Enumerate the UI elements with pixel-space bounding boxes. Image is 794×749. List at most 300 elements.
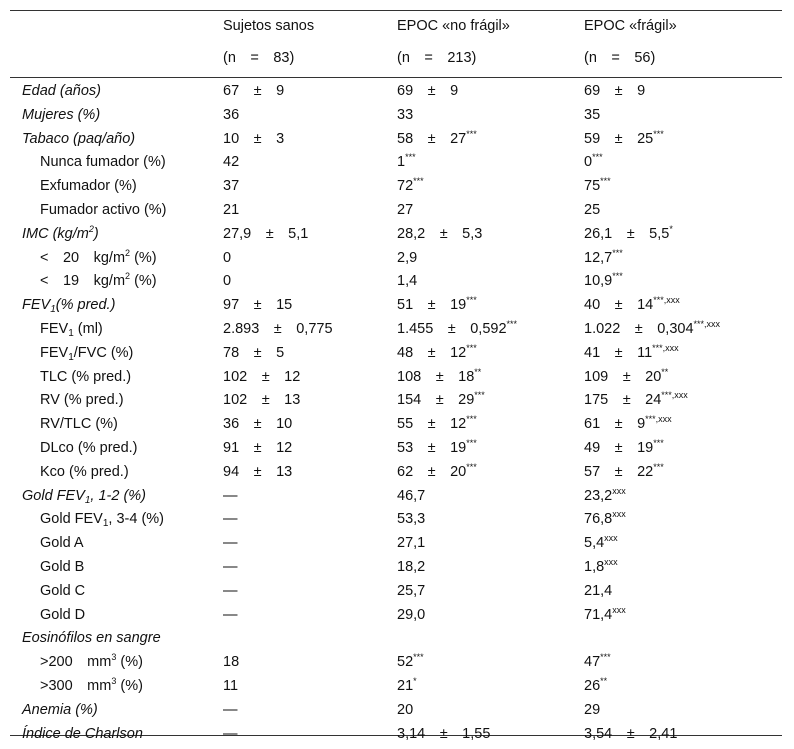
table-row — [10, 269, 782, 293]
text-segment: 1.455 ± 0,592 — [397, 321, 507, 337]
table-cell — [397, 722, 490, 746]
table-cell — [397, 341, 477, 365]
text-segment: 26 — [584, 678, 601, 694]
text-segment: RV (% pred.) — [40, 392, 124, 409]
text-segment: 25 — [584, 202, 601, 218]
table-row — [10, 579, 782, 603]
table-cell — [397, 246, 417, 270]
text-segment: FEV — [22, 297, 51, 314]
text-segment: — — [223, 487, 238, 504]
row-label — [22, 79, 101, 103]
text-segment: DLco (% pred.) — [40, 440, 138, 456]
superscript: *** — [413, 176, 424, 187]
table-cell — [223, 698, 238, 722]
table-cell — [584, 103, 600, 127]
text-segment: — — [223, 559, 238, 575]
text-segment: Gold B — [40, 559, 85, 575]
text-segment: FEV — [40, 344, 69, 361]
table-row — [10, 79, 782, 103]
superscript: *** — [600, 176, 611, 187]
text-segment: >300 mm — [40, 678, 112, 694]
text-segment: 108 ± 18 — [397, 368, 475, 385]
table-row — [10, 674, 782, 698]
text-segment: 67 ± 9 — [223, 83, 285, 99]
table-cell — [397, 555, 425, 579]
superscript: 2 — [125, 247, 131, 258]
row-label — [40, 650, 143, 674]
table-cell — [584, 365, 668, 389]
table-cell — [223, 460, 292, 484]
table-cell — [397, 174, 424, 198]
text-segment: , 3-4 (%) — [108, 511, 165, 528]
text-segment: 69 ± 9 — [397, 83, 459, 99]
table-cell — [584, 484, 626, 508]
table-row — [10, 127, 782, 151]
table-row — [10, 698, 782, 722]
row-label — [40, 198, 167, 222]
text-segment: — — [223, 582, 238, 599]
row-label — [22, 722, 143, 746]
table-cell — [584, 650, 611, 674]
table-cell — [584, 293, 680, 317]
text-segment: Gold D — [40, 606, 86, 623]
text-segment: 27 — [397, 202, 414, 218]
table-cell — [223, 555, 238, 579]
table-cell — [397, 436, 477, 460]
row-label — [40, 317, 103, 341]
table-row — [10, 650, 782, 674]
row-label — [22, 293, 115, 317]
superscript: ***,xxx — [693, 319, 721, 329]
table-cell — [397, 365, 481, 389]
text-segment: 58 ± 27 — [397, 130, 467, 147]
text-segment: Gold FEV — [40, 511, 103, 528]
text-segment: 3,14 ± 1,55 — [397, 725, 491, 742]
table-row — [10, 388, 782, 412]
table-cell — [584, 388, 688, 412]
superscript: *** — [405, 152, 416, 163]
text-segment: (%) — [130, 249, 157, 266]
row-label — [22, 103, 100, 127]
text-segment: 51 ± 19 — [397, 297, 467, 314]
superscript: *** — [413, 652, 424, 663]
text-segment: Índice de Charlson — [22, 725, 143, 742]
text-segment: 78 ± 5 — [223, 344, 285, 361]
row-label — [40, 531, 84, 555]
table-row — [10, 603, 782, 627]
table-cell — [584, 603, 626, 627]
header-bottom-rule — [10, 77, 782, 78]
text-segment: Gold FEV — [22, 487, 85, 504]
table-cell — [397, 293, 477, 317]
superscript: *** — [466, 342, 477, 353]
text-segment: , 1-2 (%) — [90, 487, 147, 504]
table-cell — [223, 484, 238, 508]
table-cell — [584, 79, 645, 103]
text-segment: 21 — [397, 678, 414, 694]
text-segment: 27,9 ± 5,1 — [223, 225, 309, 242]
superscript: xxx — [612, 485, 626, 496]
superscript: * — [669, 223, 673, 234]
table-cell — [584, 317, 720, 341]
text-segment: 10,9 — [584, 273, 613, 290]
text-segment: 71,4 — [584, 606, 613, 623]
table-cell — [397, 674, 417, 698]
superscript: * — [413, 676, 417, 686]
text-segment: >200 mm — [40, 654, 112, 671]
text-segment: 109 ± 20 — [584, 368, 662, 385]
text-segment: 2,9 — [397, 249, 418, 266]
table-cell — [584, 674, 607, 698]
text-segment: 61 ± 9 — [584, 416, 646, 433]
table-row — [10, 507, 782, 531]
superscript: ** — [600, 676, 608, 686]
table-cell — [223, 246, 231, 270]
text-segment: 20 — [397, 701, 414, 718]
table-cell — [397, 150, 416, 174]
row-label — [22, 484, 146, 508]
table-row — [10, 341, 782, 365]
row-label — [40, 674, 143, 698]
text-segment: 0 — [223, 273, 232, 290]
text-segment: — — [223, 535, 238, 552]
table-cell — [223, 103, 239, 127]
header-n-row — [10, 46, 782, 70]
table-cell — [397, 579, 425, 603]
text-segment: Kco (% pred.) — [40, 463, 129, 480]
superscript: *** — [466, 438, 477, 448]
table-cell — [397, 269, 417, 293]
table-cell — [223, 317, 333, 341]
superscript: *** — [600, 652, 611, 663]
text-segment: 52 — [397, 654, 414, 671]
superscript: *** — [474, 390, 485, 401]
text-segment: TLC (% pred.) — [40, 368, 132, 385]
text-segment: RV/TLC (%) — [40, 416, 118, 433]
text-segment: 12,7 — [584, 249, 613, 266]
table-cell — [397, 412, 477, 436]
row-label — [40, 507, 164, 531]
text-segment: 42 — [223, 154, 240, 171]
table-row — [10, 412, 782, 436]
text-segment: 53,3 — [397, 511, 426, 528]
table-cell — [397, 484, 425, 508]
table-row — [10, 174, 782, 198]
table-cell — [397, 79, 458, 103]
table-cell — [584, 222, 673, 246]
text-segment: 26,1 ± 5,5 — [584, 225, 670, 242]
superscript: 2 — [125, 271, 131, 282]
table-row — [10, 555, 782, 579]
table-row — [10, 246, 782, 270]
table-cell — [223, 222, 308, 246]
table-cell — [223, 579, 238, 603]
text-segment: 18 — [223, 654, 240, 671]
text-segment: Gold C — [40, 582, 86, 599]
text-segment: (%) — [130, 273, 157, 290]
text-segment: 0 — [584, 154, 593, 171]
text-segment: 46,7 — [397, 487, 426, 504]
subscript: 1 — [102, 518, 109, 530]
text-segment: 48 ± 12 — [397, 344, 467, 361]
column-n-epoc-fragil: (n = 56) — [584, 50, 656, 66]
text-segment: 36 ± 10 — [223, 416, 293, 433]
table-cell — [397, 507, 425, 531]
table-cell — [223, 650, 239, 674]
table-row — [10, 103, 782, 127]
text-segment: Nunca fumador (%) — [40, 154, 166, 171]
row-label — [40, 388, 124, 412]
table-cell — [223, 507, 238, 531]
table-cell — [397, 388, 485, 412]
table-cell — [397, 222, 482, 246]
row-label — [40, 603, 85, 627]
table-row — [10, 317, 782, 341]
table-cell — [584, 698, 600, 722]
row-label — [22, 127, 135, 151]
text-segment: Exfumador (%) — [40, 178, 137, 195]
table-cell — [397, 460, 477, 484]
superscript: xxx — [612, 604, 626, 615]
text-segment: 21,4 — [584, 582, 613, 599]
superscript: *** — [612, 271, 623, 282]
text-segment: 40 ± 14 — [584, 297, 654, 314]
superscript: *** — [653, 438, 664, 448]
column-header-epoc-fragil: EPOC «frágil» — [584, 18, 677, 34]
text-segment: 29 — [584, 701, 601, 718]
text-segment: /FVC (%) — [73, 344, 134, 361]
row-label — [40, 174, 137, 198]
table-cell — [223, 436, 292, 460]
table-cell — [584, 531, 618, 555]
table-cell — [584, 246, 623, 270]
table-cell — [584, 198, 600, 222]
table-cell — [223, 531, 238, 555]
table-cell — [223, 198, 239, 222]
table-cell — [223, 127, 284, 151]
text-segment: 53 ± 19 — [397, 440, 467, 456]
table-cell — [223, 412, 292, 436]
column-n-sujetos-sanos: (n = 83) — [223, 50, 295, 66]
text-segment: 3,54 ± 2,41 — [584, 725, 678, 742]
text-segment: 25,7 — [397, 582, 426, 599]
text-segment: 11 — [223, 678, 239, 694]
text-segment: 175 ± 24 — [584, 392, 662, 409]
table-cell — [223, 293, 292, 317]
table-row — [10, 531, 782, 555]
table-cell — [223, 174, 239, 198]
text-segment: 2.893 ± 0,775 — [223, 321, 333, 337]
text-segment: 21 — [223, 202, 240, 218]
table-cell — [584, 127, 664, 151]
row-label — [22, 222, 99, 246]
row-label — [40, 246, 157, 270]
superscript: *** — [592, 152, 603, 163]
table-cell — [584, 507, 626, 531]
text-segment: 35 — [584, 106, 601, 123]
row-label — [40, 365, 131, 389]
row-label — [22, 626, 161, 650]
row-label — [40, 579, 85, 603]
text-segment: 59 ± 25 — [584, 130, 654, 147]
text-segment: ) — [93, 225, 99, 242]
superscript: *** — [612, 247, 623, 258]
text-segment: 10 ± 3 — [223, 130, 285, 147]
table-cell — [223, 79, 284, 103]
superscript: xxx — [604, 533, 618, 544]
superscript: *** — [466, 128, 477, 139]
row-label — [40, 460, 129, 484]
table-row — [10, 722, 782, 746]
table-cell — [584, 150, 603, 174]
text-segment: 27,1 — [397, 535, 426, 552]
text-segment: 72 — [397, 178, 414, 195]
table-cell — [584, 174, 611, 198]
text-segment: 41 ± 11 — [584, 344, 653, 361]
superscript: 2 — [88, 223, 94, 234]
table-top-rule — [10, 10, 782, 11]
text-segment: 29,0 — [397, 606, 426, 623]
superscript: *** — [653, 461, 664, 472]
superscript: ***,xxx — [645, 414, 672, 425]
text-segment: — — [223, 606, 238, 623]
table-cell — [584, 460, 664, 484]
superscript: *** — [466, 295, 477, 306]
text-segment: Anemia (%) — [22, 701, 98, 718]
row-label — [40, 341, 133, 365]
text-segment: 37 — [223, 178, 240, 195]
table-row — [10, 293, 782, 317]
superscript: 3 — [111, 676, 117, 686]
table-cell — [223, 269, 231, 293]
table-row — [10, 626, 782, 650]
table-row — [10, 436, 782, 460]
text-segment: 62 ± 20 — [397, 463, 467, 480]
superscript: 3 — [111, 652, 117, 663]
text-segment: (ml) — [73, 321, 103, 337]
column-header-sujetos-sanos: Sujetos sanos — [223, 18, 315, 34]
text-segment: Mujeres (%) — [22, 106, 101, 123]
row-label — [40, 436, 138, 460]
text-segment: 97 ± 15 — [223, 297, 293, 314]
table-cell — [397, 317, 517, 341]
text-segment: < 20 kg/m — [40, 249, 126, 266]
table-cell — [584, 579, 612, 603]
table-cell — [397, 127, 477, 151]
subscript: 1 — [84, 494, 91, 506]
text-segment: (%) — [116, 654, 143, 671]
text-segment: 28,2 ± 5,3 — [397, 225, 483, 242]
table-cell — [397, 531, 425, 555]
text-segment: 33 — [397, 106, 414, 123]
table-row — [10, 460, 782, 484]
table-cell — [397, 698, 413, 722]
row-label — [40, 150, 166, 174]
table-cell — [584, 555, 618, 579]
subscript: 1 — [68, 351, 74, 363]
text-segment: Eosinófilos en sangre — [22, 630, 161, 647]
superscript: *** — [506, 319, 518, 329]
text-segment: 102 ± 12 — [223, 368, 301, 385]
text-segment: 1,4 — [397, 273, 418, 290]
table-cell — [223, 674, 238, 698]
text-segment: 75 — [584, 178, 601, 195]
table-cell — [584, 722, 677, 746]
text-segment: 55 ± 12 — [397, 416, 467, 433]
text-segment: 1.022 ± 0,304 — [584, 321, 694, 337]
text-segment: Edad (años) — [22, 83, 101, 99]
subscript: 1 — [68, 328, 74, 339]
superscript: xxx — [604, 557, 618, 567]
text-segment: 47 — [584, 654, 601, 671]
column-header-epoc-no-fragil: EPOC «no frágil» — [397, 18, 510, 34]
table-cell — [223, 150, 239, 174]
table-row — [10, 198, 782, 222]
row-label — [40, 269, 157, 293]
text-segment: < 19 kg/m — [40, 273, 126, 290]
text-segment: — — [223, 511, 238, 528]
table-cell — [584, 341, 679, 365]
text-segment: (% pred.) — [55, 297, 116, 314]
table-cell — [223, 388, 300, 412]
subscript: 1 — [50, 304, 56, 316]
text-segment: (%) — [116, 678, 143, 694]
row-label — [40, 412, 118, 436]
superscript: ** — [661, 366, 669, 377]
text-segment: — — [223, 725, 238, 742]
superscript: ***,xxx — [661, 390, 688, 401]
text-segment: — — [223, 701, 238, 718]
superscript: *** — [466, 414, 477, 425]
table-cell — [223, 603, 238, 627]
text-segment: 1,8 — [584, 559, 605, 575]
text-segment: Gold A — [40, 535, 84, 552]
table-cell — [397, 603, 425, 627]
text-segment: 69 ± 9 — [584, 83, 646, 99]
table-row — [10, 222, 782, 246]
table-cell — [584, 436, 664, 460]
table-cell — [584, 269, 623, 293]
table-row — [10, 150, 782, 174]
table-cell — [397, 103, 413, 127]
text-segment: FEV — [40, 321, 69, 337]
text-segment: 154 ± 29 — [397, 392, 475, 409]
table-cell — [397, 198, 413, 222]
table-cell — [223, 722, 238, 746]
superscript: xxx — [612, 509, 626, 520]
text-segment: Fumador activo (%) — [40, 202, 167, 218]
table-cell — [223, 365, 300, 389]
header-title-row — [10, 14, 782, 38]
table-cell — [397, 650, 424, 674]
superscript: *** — [653, 128, 664, 139]
text-segment: 49 ± 19 — [584, 440, 654, 456]
superscript: ** — [474, 366, 482, 377]
text-segment: 91 ± 12 — [223, 440, 293, 456]
text-segment: 57 ± 22 — [584, 463, 654, 480]
text-segment: 18,2 — [397, 559, 426, 575]
column-n-epoc-no-fragil: (n = 213) — [397, 50, 477, 66]
text-segment: 5,4 — [584, 535, 605, 552]
superscript: ***,xxx — [652, 342, 679, 353]
text-segment: 23,2 — [584, 487, 613, 504]
table-cell — [223, 341, 284, 365]
superscript: ***,xxx — [653, 295, 680, 306]
superscript: *** — [466, 461, 477, 472]
row-label — [22, 698, 98, 722]
row-label — [40, 555, 84, 579]
text-segment: IMC (kg/m — [22, 225, 89, 242]
